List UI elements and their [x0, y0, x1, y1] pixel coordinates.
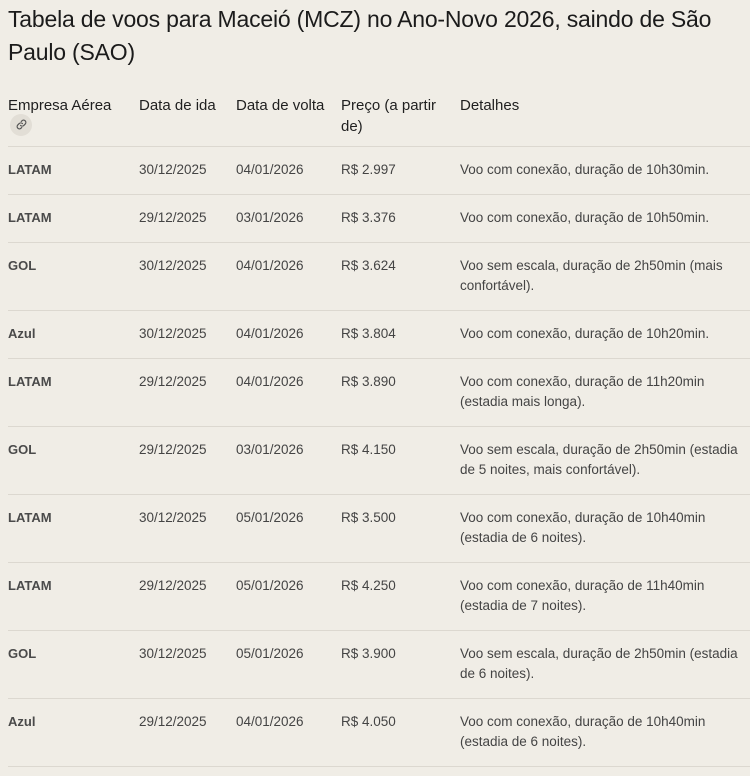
cell-return: 03/01/2026 [236, 195, 341, 243]
table-row [8, 631, 750, 699]
cell-details: Voo com conexão, duração de 10h30min. [460, 147, 750, 195]
cell-return: 04/01/2026 [236, 147, 341, 195]
header-return: Data de volta [236, 95, 341, 147]
cell-price: R$ 4.150 [341, 427, 460, 495]
cell-departure: 30/12/2025 [139, 311, 236, 359]
cell-departure: 29/12/2025 [139, 699, 236, 767]
cell-departure: 29/12/2025 [139, 359, 236, 427]
cell-price: R$ 3.500 [341, 495, 460, 563]
table-row [8, 495, 750, 563]
cell-airline: LATAM [8, 147, 139, 195]
cell-price: R$ 4.050 [341, 699, 460, 767]
cell-airline: GOL [8, 243, 139, 311]
header-airline-label: Empresa Aérea [8, 97, 112, 114]
table-row [8, 427, 750, 495]
flights-table [8, 95, 750, 767]
cell-departure: 30/12/2025 [139, 631, 236, 699]
header-price: Preço (a partir de) [341, 95, 460, 147]
cell-details: Voo sem escala, duração de 2h50min (estadia de 6 noites). [460, 631, 750, 699]
cell-airline: GOL [8, 631, 139, 699]
page-title: Tabela de voos para Maceió (MCZ) no Ano-Novo 2026, saindo de São Paulo (SAO) [8, 6, 712, 65]
header-airline [8, 95, 139, 147]
link-icon [16, 119, 27, 130]
header-departure: Data de ida [139, 95, 236, 147]
cell-airline: Azul [8, 699, 139, 767]
cell-details: Voo com conexão, duração de 10h40min (estadia de 6 noites). [460, 699, 750, 767]
table-header-row [8, 95, 750, 147]
cell-price: R$ 3.624 [341, 243, 460, 311]
cell-airline: LATAM [8, 195, 139, 243]
cell-airline: GOL [8, 427, 139, 495]
cell-airline: LATAM [8, 563, 139, 631]
cell-return: 05/01/2026 [236, 495, 341, 563]
cell-airline: LATAM [8, 359, 139, 427]
cell-departure: 30/12/2025 [139, 147, 236, 195]
cell-price: R$ 2.997 [341, 147, 460, 195]
cell-departure: 29/12/2025 [139, 563, 236, 631]
table-row [8, 147, 750, 195]
cell-details: Voo com conexão, duração de 11h40min (estadia de 7 noites). [460, 563, 750, 631]
cell-return: 04/01/2026 [236, 699, 341, 767]
table-row [8, 195, 750, 243]
cell-return: 05/01/2026 [236, 631, 341, 699]
table-row [8, 243, 750, 311]
header-details: Detalhes [460, 95, 750, 147]
table-row [8, 563, 750, 631]
cell-price: R$ 3.890 [341, 359, 460, 427]
table-body [8, 147, 750, 767]
cell-departure: 29/12/2025 [139, 195, 236, 243]
cell-price: R$ 3.900 [341, 631, 460, 699]
table-row [8, 359, 750, 427]
cell-airline: Azul [8, 311, 139, 359]
cell-return: 04/01/2026 [236, 359, 341, 427]
cell-airline: LATAM [8, 495, 139, 563]
cell-return: 03/01/2026 [236, 427, 341, 495]
cell-departure: 30/12/2025 [139, 495, 236, 563]
cell-details: Voo com conexão, duração de 10h40min (estadia de 6 noites). [460, 495, 750, 563]
cell-details: Voo com conexão, duração de 11h20min (estadia mais longa). [460, 359, 750, 427]
table-row [8, 311, 750, 359]
cell-details: Voo com conexão, duração de 10h50min. [460, 195, 750, 243]
cell-price: R$ 3.376 [341, 195, 460, 243]
cell-return: 04/01/2026 [236, 311, 341, 359]
cell-details: Voo com conexão, duração de 10h20min. [460, 311, 750, 359]
cell-price: R$ 3.804 [341, 311, 460, 359]
table-row [8, 699, 750, 767]
cell-return: 04/01/2026 [236, 243, 341, 311]
cell-price: R$ 4.250 [341, 563, 460, 631]
cell-details: Voo sem escala, duração de 2h50min (estadia de 5 noites, mais confortável). [460, 427, 750, 495]
cell-details: Voo sem escala, duração de 2h50min (mais confortável). [460, 243, 750, 311]
cell-departure: 30/12/2025 [139, 243, 236, 311]
copy-link-button[interactable] [10, 114, 32, 136]
cell-return: 05/01/2026 [236, 563, 341, 631]
cell-departure: 29/12/2025 [139, 427, 236, 495]
